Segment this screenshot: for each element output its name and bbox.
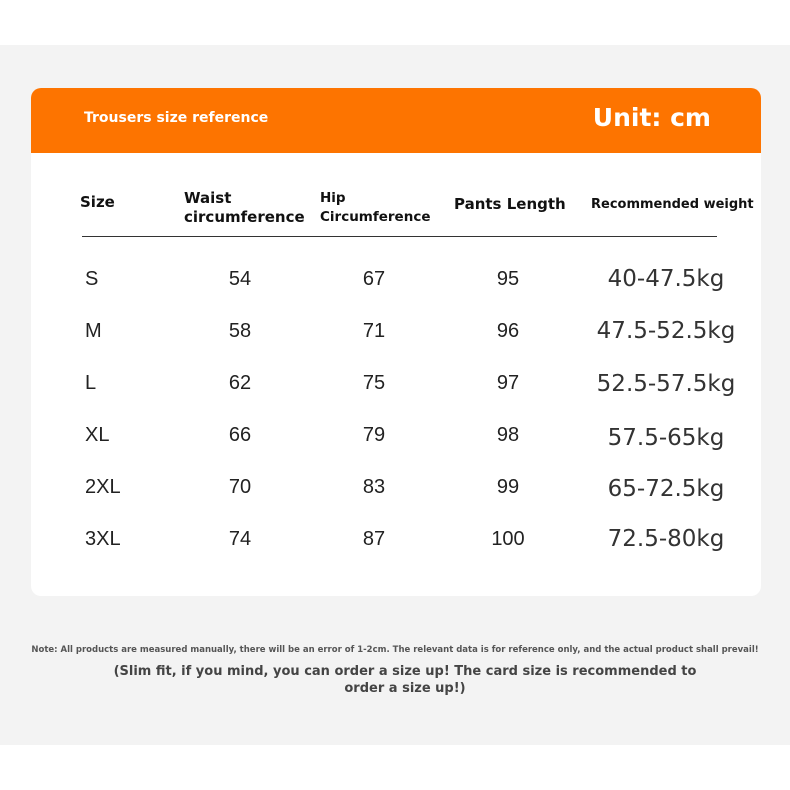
hip-cell: 83: [362, 476, 386, 498]
weight-cell: 65-72.5kg: [607, 476, 725, 502]
hip-cell: 87: [362, 528, 386, 550]
size-cell: XL: [85, 424, 110, 446]
column-header-size: Size: [80, 193, 115, 211]
length-cell: 95: [496, 268, 520, 290]
column-header-weight: Recommended weight: [591, 197, 754, 212]
weight-cell: 47.5-52.5kg: [596, 318, 736, 344]
waist-cell: 70: [228, 476, 252, 498]
header-divider: [82, 236, 717, 237]
length-cell: 99: [496, 476, 520, 498]
size-cell: 2XL: [85, 476, 121, 498]
length-cell: 96: [496, 320, 520, 342]
hip-cell: 67: [362, 268, 386, 290]
length-cell: 97: [496, 372, 520, 394]
waist-cell: 66: [228, 424, 252, 446]
unit-label: Unit: cm: [592, 103, 711, 132]
measurement-note: Note: All products are measured manually, there will be an error of 1-2cm. The relevant data is for reference only, and the actual product shall prevail!: [31, 645, 759, 655]
column-header-waist-line2: circumference: [184, 208, 305, 226]
column-header-waist: [184, 189, 305, 227]
weight-cell: 57.5-65kg: [607, 425, 725, 451]
size-chart-card: [31, 88, 761, 596]
size-cell: S: [85, 268, 99, 290]
waist-cell: 62: [228, 372, 252, 394]
waist-cell: 58: [228, 320, 252, 342]
column-header-hip-line1: Hip: [320, 190, 346, 206]
waist-cell: 54: [228, 268, 252, 290]
column-header-hip-line2: Circumference: [320, 209, 431, 225]
column-header-length: Pants Length: [454, 195, 566, 213]
card-header: [31, 88, 761, 153]
waist-cell: 74: [228, 528, 252, 550]
size-cell: 3XL: [85, 528, 121, 550]
column-header-waist-line1: Waist: [184, 189, 232, 207]
column-header-hip: [320, 189, 431, 227]
chart-title: Trousers size reference: [84, 110, 269, 126]
size-cell: M: [85, 320, 102, 342]
weight-cell: 52.5-57.5kg: [596, 371, 736, 397]
hip-cell: 79: [362, 424, 386, 446]
hip-cell: 75: [362, 372, 386, 394]
length-cell: 100: [491, 528, 525, 550]
weight-cell: 40-47.5kg: [607, 266, 725, 292]
fit-tip: (Slim fit, if you mind, you can order a size up! The card size is recommended to order a size up!): [113, 664, 697, 696]
hip-cell: 71: [362, 320, 386, 342]
weight-cell: 72.5-80kg: [607, 526, 725, 552]
length-cell: 98: [496, 424, 520, 446]
size-cell: L: [85, 372, 97, 394]
